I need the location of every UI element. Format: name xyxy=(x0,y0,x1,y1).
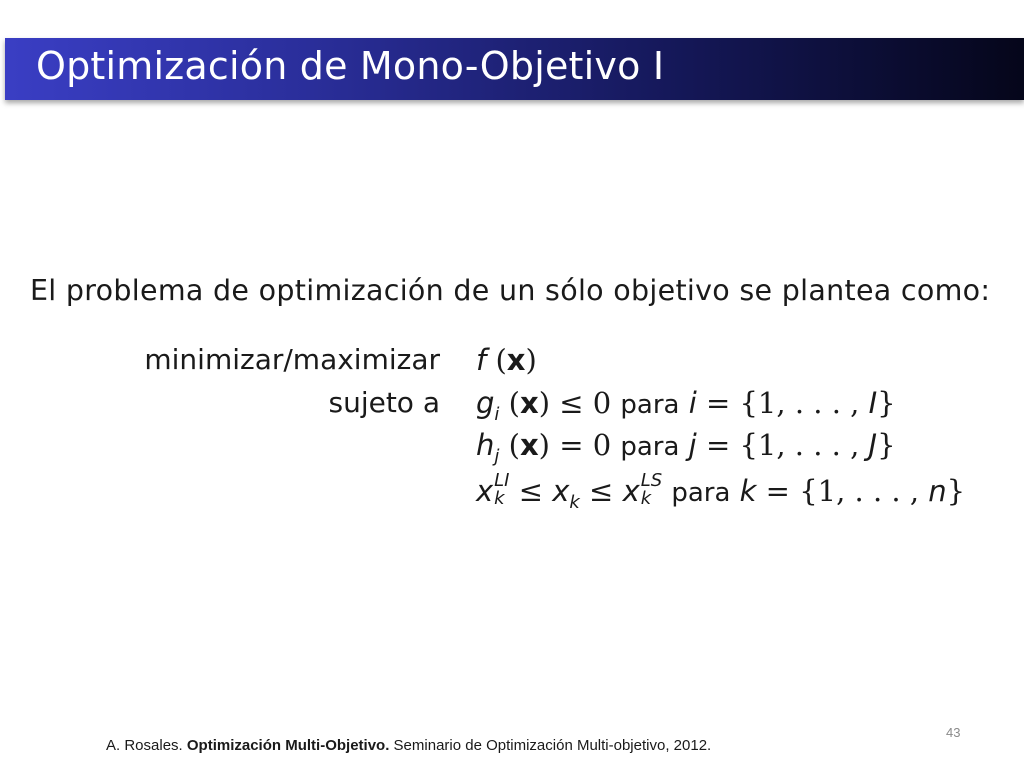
citation-venue: Seminario de Optimización Multi-objetivo, 2012. xyxy=(393,737,712,754)
citation-footer xyxy=(106,737,711,754)
formula-inequality: $g_i$ (x) ≤ 0 para i = {1, . . . , I} xyxy=(476,386,896,425)
objective-label: minimizar/maximizar xyxy=(144,343,440,376)
page-number: 43 xyxy=(946,725,961,740)
title-bar xyxy=(5,38,1024,100)
formula-bounds: x LI k ≤ $x_k \le x$ LS k para k = {1, . . . , n} xyxy=(476,470,966,513)
citation-title: Optimización Multi-Objetivo. xyxy=(186,737,390,754)
slide-title: Optimización de Mono-Objetivo I xyxy=(36,44,665,88)
intro-text: El problema de optimización de un sólo objetivo se plantea como: xyxy=(30,274,991,307)
citation-author: A. Rosales. xyxy=(106,737,183,754)
constraints-label: sujeto a xyxy=(328,386,440,419)
formula-equality: $h_j$ (x) = 0 para j = {1, . . . , J} xyxy=(476,428,896,467)
formula-objective: f (x) xyxy=(476,343,537,377)
